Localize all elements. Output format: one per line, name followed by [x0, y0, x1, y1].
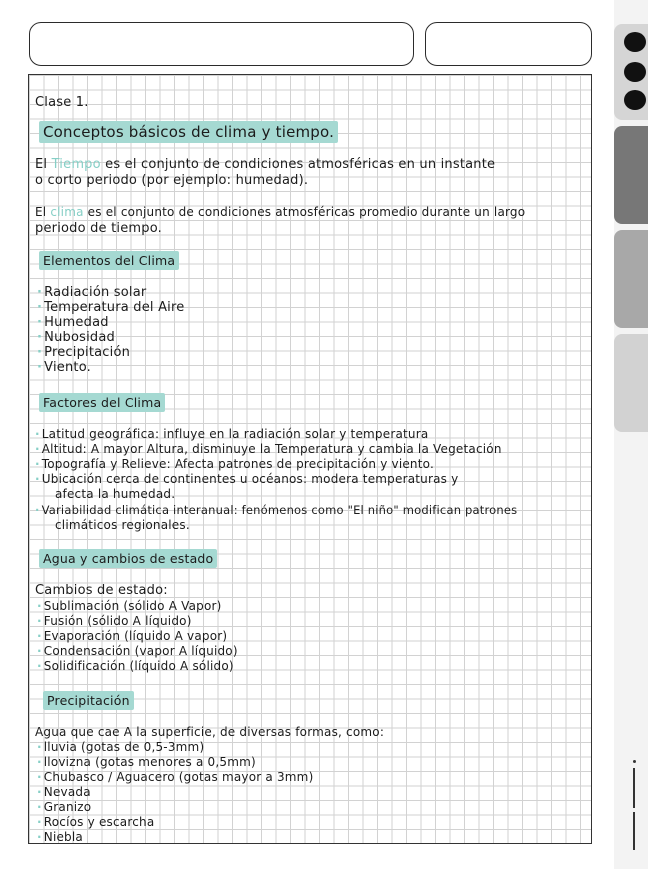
- list-item: · Nubosidad: [37, 330, 115, 345]
- list-item: · Niebla: [37, 830, 83, 844]
- section-precipitacion: [43, 693, 134, 708]
- def-clima-text: es el conjunto de condiciones atmosféricas promedio durante un largo: [83, 205, 526, 219]
- section-elementos: [39, 253, 179, 268]
- notebook-sidebar: [614, 0, 648, 869]
- scroll-indicator-dot: [633, 760, 636, 763]
- list-item: · Chubasco / Aguacero (gotas mayor a 3mm): [37, 770, 314, 784]
- section-agua-text: Agua y cambios de estado: [39, 549, 217, 568]
- binder-ring-icon: [624, 32, 646, 52]
- list-item: · Fusión (sólido A líquido): [37, 614, 192, 628]
- list-item: · Rocíos y escarcha: [37, 815, 155, 829]
- binder-ring-icon: [624, 90, 646, 110]
- def-tiempo-pre: El: [35, 157, 52, 172]
- list-item: · lluvia (gotas de 0,5-3mm): [37, 740, 205, 754]
- page-title: [39, 125, 338, 140]
- section-elementos-text: Elementos del Clima: [39, 251, 179, 270]
- list-item: · Precipitación: [37, 345, 131, 360]
- header-name-box[interactable]: [29, 22, 414, 66]
- precip-intro: Agua que cae A la superficie, de diversas formas, como:: [35, 725, 385, 739]
- list-item: · Variabilidad climática interanual: fenómenos como "El niño" modifican patrones: [35, 503, 518, 517]
- section-factores: [39, 395, 165, 410]
- page-title-text: Conceptos básicos de clima y tiempo.: [39, 121, 338, 143]
- scrollbar-segment[interactable]: [633, 768, 635, 808]
- sidebar-tab-3[interactable]: [614, 230, 648, 328]
- definition-tiempo-line2: o corto periodo (por ejemplo: humedad).: [35, 173, 309, 188]
- header-date-box[interactable]: [425, 22, 592, 66]
- def-tiempo-keyword: Tiempo: [51, 157, 101, 172]
- list-item: · Ubicación cerca de continentes u océanos: modera temperaturas y: [35, 472, 459, 486]
- binder-ring-icon: [624, 62, 646, 82]
- list-item: · llovizna (gotas menores a 0,5mm): [37, 755, 256, 769]
- class-label: Clase 1.: [35, 95, 89, 110]
- def-clima-keyword: clima: [50, 205, 84, 219]
- list-item: · Granizo: [37, 800, 92, 814]
- list-item: · Evaporación (líquido A vapor): [37, 629, 228, 643]
- list-item: · Altitud: A mayor Altura, disminuye la Temperatura y cambia la Vegetación: [35, 442, 502, 456]
- list-item: · Radiación solar: [37, 285, 147, 300]
- definition-tiempo: [35, 157, 495, 172]
- def-clima-pre: El: [35, 205, 51, 219]
- list-item: · Condensación (vapor A líquido): [37, 644, 238, 658]
- list-item-continuation: climáticos regionales.: [55, 518, 190, 532]
- notebook-page: [28, 74, 592, 844]
- section-precipitacion-text: Precipitación: [43, 691, 134, 710]
- list-item: · Sublimación (sólido A Vapor): [37, 599, 222, 613]
- list-item: · Viento.: [37, 360, 91, 375]
- list-item: · Latitud geográfica: influye en la radiación solar y temperatura: [35, 427, 429, 441]
- list-item: · Nevada: [37, 785, 91, 799]
- sidebar-tab-4[interactable]: [614, 334, 648, 432]
- list-item: · Humedad: [37, 315, 109, 330]
- section-factores-text: Factores del Clima: [39, 393, 165, 412]
- list-item: · Temperatura del Aire: [37, 300, 185, 315]
- scrollbar-segment[interactable]: [633, 812, 635, 850]
- sidebar-tab-2[interactable]: [614, 126, 648, 224]
- definition-clima-line2: periodo de tiempo.: [35, 221, 162, 236]
- list-item: · Solidificación (líquido A sólido): [37, 659, 234, 673]
- definition-clima: [35, 205, 525, 220]
- section-agua: [39, 551, 217, 566]
- list-item: · Topografía y Relieve: Afecta patrones de precipitación y viento.: [35, 457, 434, 471]
- def-tiempo-text: es el conjunto de condiciones atmosféricas en un instante: [100, 157, 496, 172]
- list-item-continuation: afecta la humedad.: [55, 487, 176, 501]
- changes-title: Cambios de estado:: [35, 583, 168, 598]
